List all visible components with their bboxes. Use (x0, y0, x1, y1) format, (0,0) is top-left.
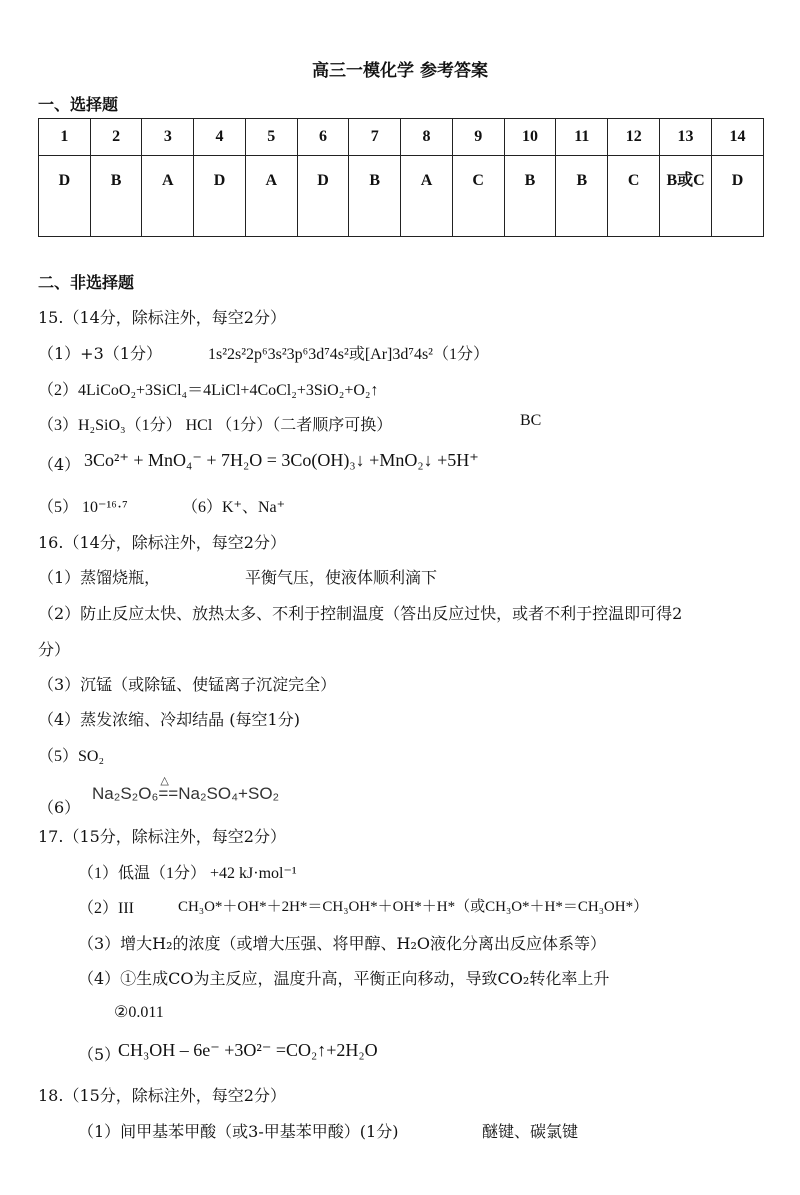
q16-answer-6-equation: Na₂S₂O₆ △ ==Na₂SO₄+SO₂ (92, 775, 280, 803)
table-question-number: 4 (194, 119, 246, 156)
table-answer-cell: D (711, 156, 763, 237)
q15-heading: 15.（14分，除标注外，每空2分） (38, 308, 286, 327)
q15-answer-5: （5） 10⁻¹⁶·⁷ (38, 499, 128, 516)
page-title: 高三一模化学 参考答案 (312, 61, 488, 81)
table-answer-cell: B (90, 156, 142, 237)
heat-triangle-icon: △ (160, 775, 169, 787)
q17-answer-5-equation: CH₃OH – 6e⁻ +3O²⁻ =CO₂↑+2H₂O (118, 1040, 378, 1060)
q16-answer-3: （3）沉锰（或除锰、使锰离子沉淀完全） (38, 675, 337, 694)
q16-answer-2-line1: （2）防止反应太快、放热太多、不利于控制温度（答出反应过快，或者不利于控温即可得2 (38, 604, 683, 623)
q17-heading: 17.（15分，除标注外，每空2分） (38, 827, 286, 846)
q16-answer-1-reason: 平衡气压，使液体顺利滴下 (245, 568, 438, 587)
q15-answer-4-equation: 3Co²⁺ + MnO₄⁻ + 7H₂O = 3Co(OH)₃↓ +MnO₂↓ +5H⁺ (84, 450, 479, 470)
q17-answer-5-label: （5） (78, 1045, 121, 1064)
table-answer-cell: D (297, 156, 349, 237)
table-question-number: 5 (245, 119, 297, 156)
table-question-number: 9 (452, 119, 504, 156)
q15-answer-3: （3）H₂SiO₃（1分） HCl （1分）（二者顺序可换） (38, 417, 393, 434)
q18-answer-1-groups: 醚键、碳氯键 (482, 1122, 579, 1141)
q17-answer-3: （3）增大H₂的浓度（或增大压强、将甲醇、H₂O液化分离出反应体系等） (78, 934, 607, 953)
q17-answer-2-label: （2）III (78, 900, 134, 917)
q15-answer-3-choice: BC (520, 412, 542, 429)
q17-answer-4-line1: （4）①生成CO为主反应，温度升高，平衡正向移动，导致CO₂转化率上升 (78, 969, 610, 988)
table-question-number: 10 (504, 119, 556, 156)
q15-answer-1-label: （1）+3（1分） (38, 344, 162, 363)
table-answer-cell: C (452, 156, 504, 237)
section-choice-heading: 一、选择题 (38, 95, 119, 114)
q15-answer-4-label: （4） (38, 455, 81, 474)
q16-answer-2-line2: 分） (38, 640, 71, 659)
table-answer-cell: B (504, 156, 556, 237)
table-answer-cell: D (194, 156, 246, 237)
q16-answer-5: （5）SO₂ (38, 748, 105, 765)
table-question-number: 2 (90, 119, 142, 156)
table-question-number: 6 (297, 119, 349, 156)
table-question-number: 7 (349, 119, 401, 156)
table-question-number: 12 (608, 119, 660, 156)
table-answer-cell: D (39, 156, 91, 237)
table-question-number: 1 (39, 119, 91, 156)
table-answer-cell: A (245, 156, 297, 237)
table-answer-cell: A (142, 156, 194, 237)
table-question-number: 11 (556, 119, 608, 156)
q15-answer-6: （6）K⁺、Na⁺ (182, 499, 286, 516)
table-question-number: 14 (711, 119, 763, 156)
q16-heading: 16.（14分，除标注外，每空2分） (38, 533, 286, 552)
q16-answer-4: （4）蒸发浓缩、冷却结晶 (每空1分) (38, 710, 300, 729)
table-question-number: 3 (142, 119, 194, 156)
q16-answer-1: （1）蒸馏烧瓶， (38, 568, 161, 587)
table-answer-cell: C (608, 156, 660, 237)
table-answer-cell: B或C (660, 156, 712, 237)
section-nonchoice-heading: 二、非选择题 (38, 273, 135, 292)
q17-answer-1: （1）低温（1分） +42 kJ·mol⁻¹ (78, 865, 297, 882)
q18-answer-1: （1）间甲基苯甲酸（或3-甲基苯甲酸）(1分) (78, 1122, 399, 1141)
q15-answer-2: （2）4LiCoO₂+3SiCl₄＝4LiCl+4CoCl₂+3SiO₂+O₂↑ (38, 382, 379, 399)
table-question-number: 8 (401, 119, 453, 156)
equals-sign: == (158, 784, 179, 803)
q17-answer-4-line2: ②0.011 (114, 1004, 164, 1021)
q15-answer-1-config: 1s²2s²2p⁶3s²3p⁶3d⁷4s²或[Ar]3d⁷4s²（1分） (208, 346, 489, 363)
table-answer-cell: B (556, 156, 608, 237)
table-question-number: 13 (660, 119, 712, 156)
q18-heading: 18.（15分，除标注外，每空2分） (38, 1086, 286, 1105)
q16-answer-6-label: （6） (38, 798, 81, 817)
table-answer-cell: A (401, 156, 453, 237)
table-answer-cell: B (349, 156, 401, 237)
q17-answer-2-equation: CH₃O*＋OH*＋2H*＝CH₃OH*＋OH*＋H*（或CH₃O*＋H*＝CH₃OH*） (178, 899, 649, 915)
answer-table (38, 118, 764, 237)
